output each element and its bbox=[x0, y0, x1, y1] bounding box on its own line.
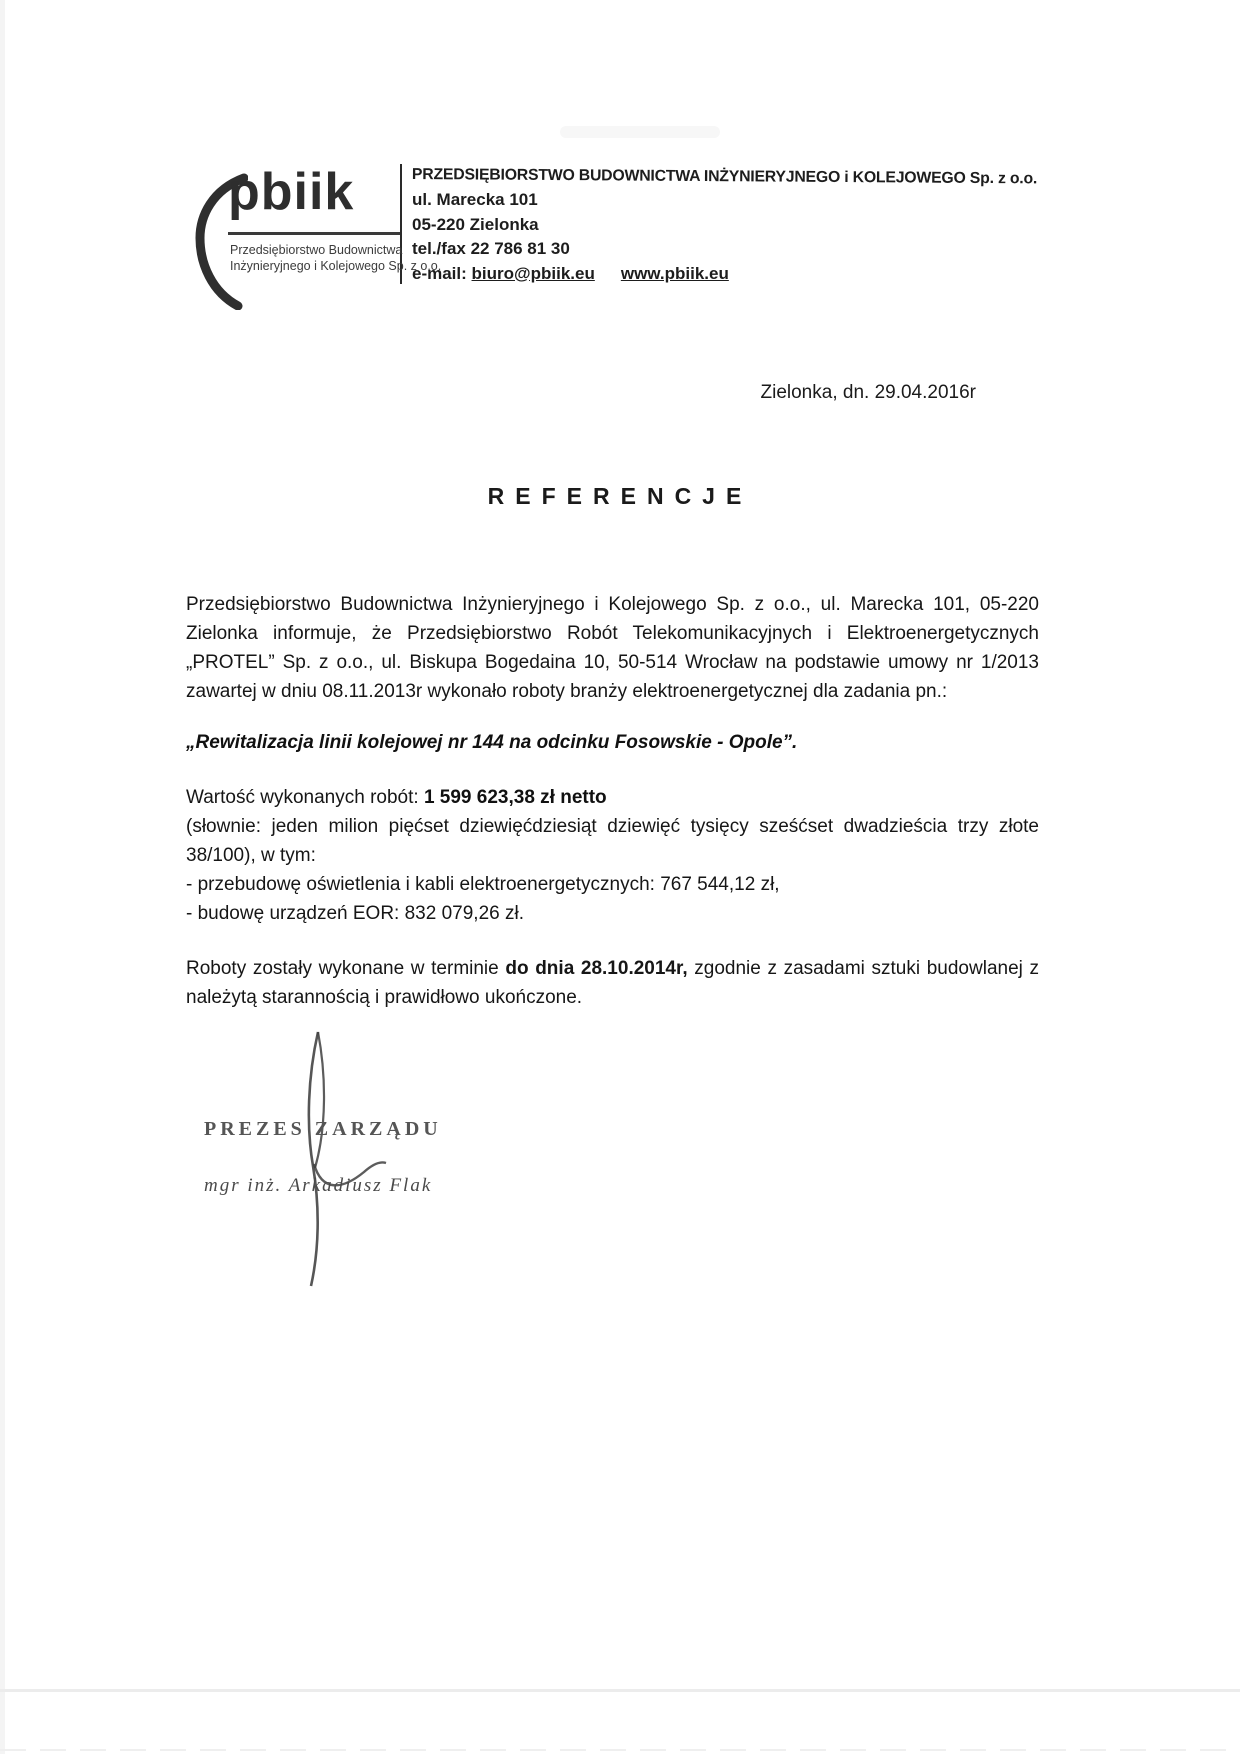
company-name: PRZEDSIĘBIORSTWO BUDOWNICTWA INŻYNIERYJNEGO i KOLEJOWEGO Sp. z o.o. bbox=[411, 166, 1038, 188]
logo-subtitle-line2: Inżynieryjnego i Kolejowego Sp. z o.o. bbox=[230, 259, 442, 273]
document-body bbox=[186, 590, 1039, 1034]
project-title: „Rewitalizacja linii kolejowej nr 144 na odcinku Fosowskie - Opole”. bbox=[186, 732, 798, 753]
scan-artifact-dashes bbox=[0, 1749, 1240, 1751]
date-line: Zielonka, dn. 29.04.2016r bbox=[760, 382, 976, 403]
value-line bbox=[186, 783, 1039, 812]
logo-subtitle bbox=[230, 242, 441, 274]
scan-artifact-line bbox=[0, 1689, 1240, 1692]
scan-edge-shadow bbox=[0, 0, 5, 1754]
closing-deadline: do dnia 28.10.2014r, bbox=[505, 958, 688, 979]
company-info bbox=[412, 160, 1037, 290]
company-contact-line bbox=[412, 262, 1037, 287]
signer-name: mgr inż. Arkadiusz Flak bbox=[204, 1175, 433, 1196]
closing-post: zgodnie z zasadami sztuki budowlanej z należytą starannością i prawidłowo ukończone. bbox=[186, 958, 1039, 1008]
email-label: e-mail: bbox=[412, 263, 472, 283]
logo-wordmark: pbiik bbox=[228, 163, 355, 221]
letterhead bbox=[188, 160, 1037, 290]
logo-subtitle-line1: Przedsiębiorstwo Budownictwa bbox=[230, 243, 403, 257]
work-item-1: - przebudowę oświetlenia i kabli elektroenergetycznych: 767 544,12 zł, bbox=[186, 874, 780, 895]
website-url: www.pbiik.eu bbox=[620, 263, 729, 283]
signer-role: PREZES ZARZĄDU bbox=[204, 1118, 442, 1140]
value-in-words: (słownie: jeden milion pięćset dziewięćdziesiąt dziewięć tysięcy sześćset dwadzieścia trzy złote 38/100), w tym: bbox=[186, 816, 1039, 866]
value-amount: 1 599 623,38 zł netto bbox=[423, 787, 607, 808]
logo-underline bbox=[228, 232, 400, 235]
closing-paragraph bbox=[186, 954, 1039, 1012]
company-address-line2: 05-220 Zielonka bbox=[412, 214, 539, 234]
intro-paragraph: Przedsiębiorstwo Budownictwa Inżynieryjnego i Kolejowego Sp. z o.o., ul. Marecka 101, 05-220 Zielonka informuje, że Przedsiębiorstwo Robót Telekomunikacyjnych i Elektroenergetycznych „PROTEL” Sp. z o.o., ul. Biskupa Bogedaina 10, 50-514 Wrocław na podstawie umowy nr 1/2013 zawartej w dniu 08.11.2013r wykonało roboty branży elektroenergetycznej dla zadania pn.: bbox=[186, 594, 1039, 702]
email-address: biuro@pbiik.eu bbox=[471, 263, 595, 283]
signature-block bbox=[204, 1118, 624, 1197]
company-phone: tel./fax 22 786 81 30 bbox=[412, 239, 570, 258]
scan-smudge bbox=[560, 126, 720, 138]
closing-pre: Roboty zostały wykonane w terminie bbox=[186, 958, 506, 979]
value-label: Wartość wykonanych robót: bbox=[186, 787, 424, 808]
document-title: REFERENCJE bbox=[487, 483, 753, 509]
company-address-line1: ul. Marecka 101 bbox=[412, 190, 538, 209]
work-item-2: - budowę urządzeń EOR: 832 079,26 zł. bbox=[186, 903, 524, 924]
